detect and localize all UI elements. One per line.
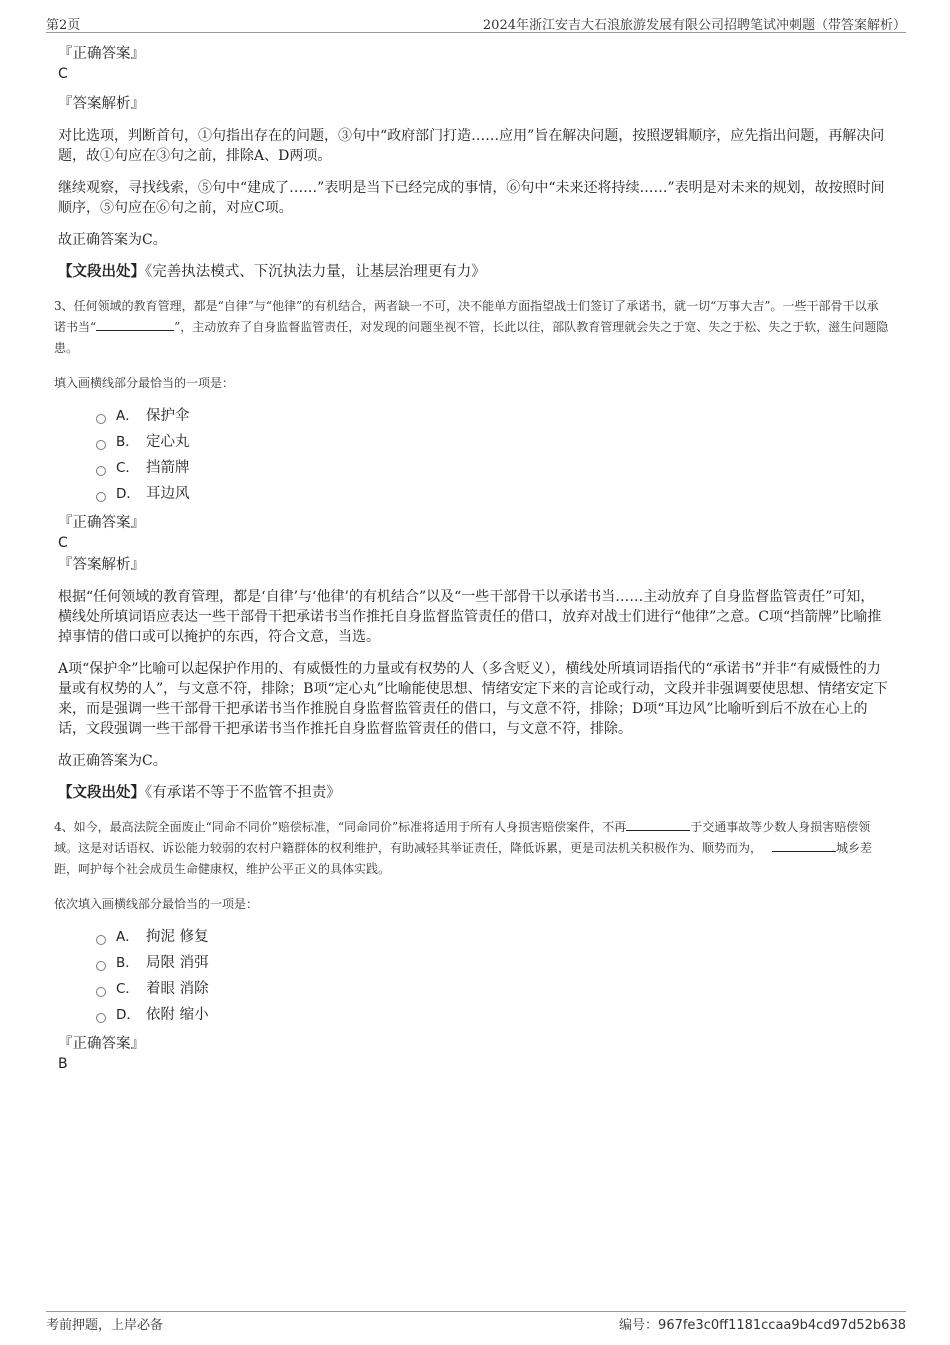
radio-icon[interactable] — [96, 987, 106, 997]
footer-slogan: 考前押题，上岸必备 — [46, 1318, 164, 1333]
correct-answer-label: 『正确答案』 — [58, 515, 145, 531]
correct-answer-label: 『正确答案』 — [58, 46, 145, 62]
fill-blank — [96, 318, 174, 331]
source-title: 《有承诺不等于不监管不担责》 — [145, 785, 341, 801]
document-body — [54, 44, 889, 1084]
analysis-label: 『答案解析』 — [58, 557, 145, 573]
option-b[interactable]: B． 局限 消弭 — [96, 950, 888, 976]
radio-icon[interactable] — [96, 414, 106, 424]
stem-text: ”，主动放弃了自身监督监管责任，对发现的问题坐视不管，长此以往，部队教育管理就会失之于宽、失之于松、失之于软，滋生问题隐患。 — [54, 320, 889, 355]
source-line — [58, 262, 888, 282]
correct-answer-label: 『正确答案』 — [58, 1036, 145, 1052]
stem-text: 4、如今，最高法院全面废止“同命不同价”赔偿标准，“同命同价”标准将适用于所有人身损害赔偿案件，不再 — [54, 820, 627, 834]
question-prompt: 填入画横线部分最恰当的一项是： — [54, 376, 235, 390]
option-d[interactable]: D． 耳边风 — [96, 481, 888, 507]
analysis-conclusion: 故正确答案为C。 — [58, 232, 167, 248]
radio-icon[interactable] — [96, 492, 106, 502]
radio-icon[interactable] — [96, 961, 106, 971]
option-c[interactable]: C． 挡箭牌 — [96, 455, 888, 481]
correct-answer-value: C — [58, 535, 68, 551]
stem-text: 于交通事故等少数人身损害赔偿领域。这是对话语权、诉讼能力较弱的农村户籍群体的权利维护，有助减轻其举证责任，降低诉累，更是司法机关积极作为、顺势而为， — [54, 820, 871, 855]
option-a[interactable]: A． 保护伞 — [96, 403, 888, 429]
analysis-label: 『答案解析』 — [58, 96, 145, 112]
source-line — [58, 783, 888, 803]
page-number: 第2页 — [46, 18, 81, 33]
code-value: 967fe3c0ff1181ccaa9b4cd97d52b638 — [658, 1318, 906, 1333]
option-list — [96, 403, 888, 507]
radio-icon[interactable] — [96, 466, 106, 476]
question-prompt: 依次填入画横线部分最恰当的一项是： — [54, 897, 259, 911]
analysis-paragraph: A项“保护伞”比喻可以起保护作用的、有威慑性的力量或有权势的人（多含贬义），横线处所填词语指代的“承诺书”并非“有威慑性的力量或有权势的人”，与文意不符，排除；B项“定心丸”比喻能使思想、情绪安定下来的言论或行动，文段并非强调要使思想、情绪安定下来，而是强调一些干部骨干把承诺书当作推脱自身监督监管责任的借口，与文意不符，排除；D项“耳边风”比喻听到后不放在心上的话，文段强调一些干部骨干把承诺书当作推托自身监督监管责任的借口，与文意不符，排除。 — [58, 661, 888, 737]
fill-blank — [772, 839, 836, 852]
source-title: 《完善执法模式、下沉执法力量，让基层治理更有力》 — [145, 264, 486, 280]
option-c[interactable]: C． 着眼 消除 — [96, 976, 888, 1002]
option-a[interactable]: A． 拘泥 修复 — [96, 924, 888, 950]
fill-blank — [626, 818, 690, 831]
analysis-paragraph: 对比选项，判断首句，①句指出存在的问题，③句中“政府部门打造……应用”旨在解决问题，按照逻辑顺序，应先指出问题，再解决问题，故①句应在③句之前，排除A、D两项。 — [58, 128, 885, 164]
analysis-conclusion: 故正确答案为C。 — [58, 753, 167, 769]
radio-icon[interactable] — [96, 935, 106, 945]
source-tag: 【文段出处】 — [58, 263, 145, 280]
radio-icon[interactable] — [96, 440, 106, 450]
option-d[interactable]: D． 依附 缩小 — [96, 1002, 888, 1028]
page-header — [46, 12, 906, 33]
correct-answer-value: B — [58, 1056, 68, 1072]
stem-text: 3、任何领域的教育管理，都是“自律”与“他律”的有机结合，两者缺一不可，决不能单方面指望战士们签订了承诺书，就一切“万事大吉”。一些干部骨干以承诺书当“ — [54, 299, 879, 334]
option-b[interactable]: B． 定心丸 — [96, 429, 888, 455]
source-tag: 【文段出处】 — [58, 784, 145, 801]
question-stem — [54, 817, 890, 880]
radio-icon[interactable] — [96, 1013, 106, 1023]
analysis-paragraph: 根据“任何领域的教育管理，都是‘自律’与‘他律’的有机结合”以及“一些干部骨干以承诺书当……主动放弃了自身监督监管责任”可知，横线处所填词语应表达一些干部骨干把承诺书当作推托自身监督监管责任的借口，放弃对战士们进行“他律”之意。C项“挡箭牌”比喻推掉事情的借口或可以掩护的东西，符合文意，当选。 — [58, 589, 882, 645]
analysis-paragraph: 继续观察，寻找线索，⑤句中“建成了……”表明是当下已经完成的事情，⑥句中“未来还将持续……”表明是对未来的规划，故按照时间顺序，⑤句应在⑥句之前，对应C项。 — [58, 180, 885, 216]
page-footer — [46, 1311, 906, 1336]
document-code — [619, 1314, 906, 1333]
document-title: 2024年浙江安吉大石浪旅游发展有限公司招聘笔试冲刺题（带答案解析） — [482, 18, 906, 33]
option-list — [96, 924, 888, 1028]
correct-answer-value: C — [58, 66, 68, 82]
question-stem — [54, 296, 890, 359]
code-label: 编号： — [619, 1318, 659, 1333]
stem-text: 城乡差距，呵护每个社会成员生命健康权，维护公平正义的具体实践。 — [54, 841, 873, 876]
